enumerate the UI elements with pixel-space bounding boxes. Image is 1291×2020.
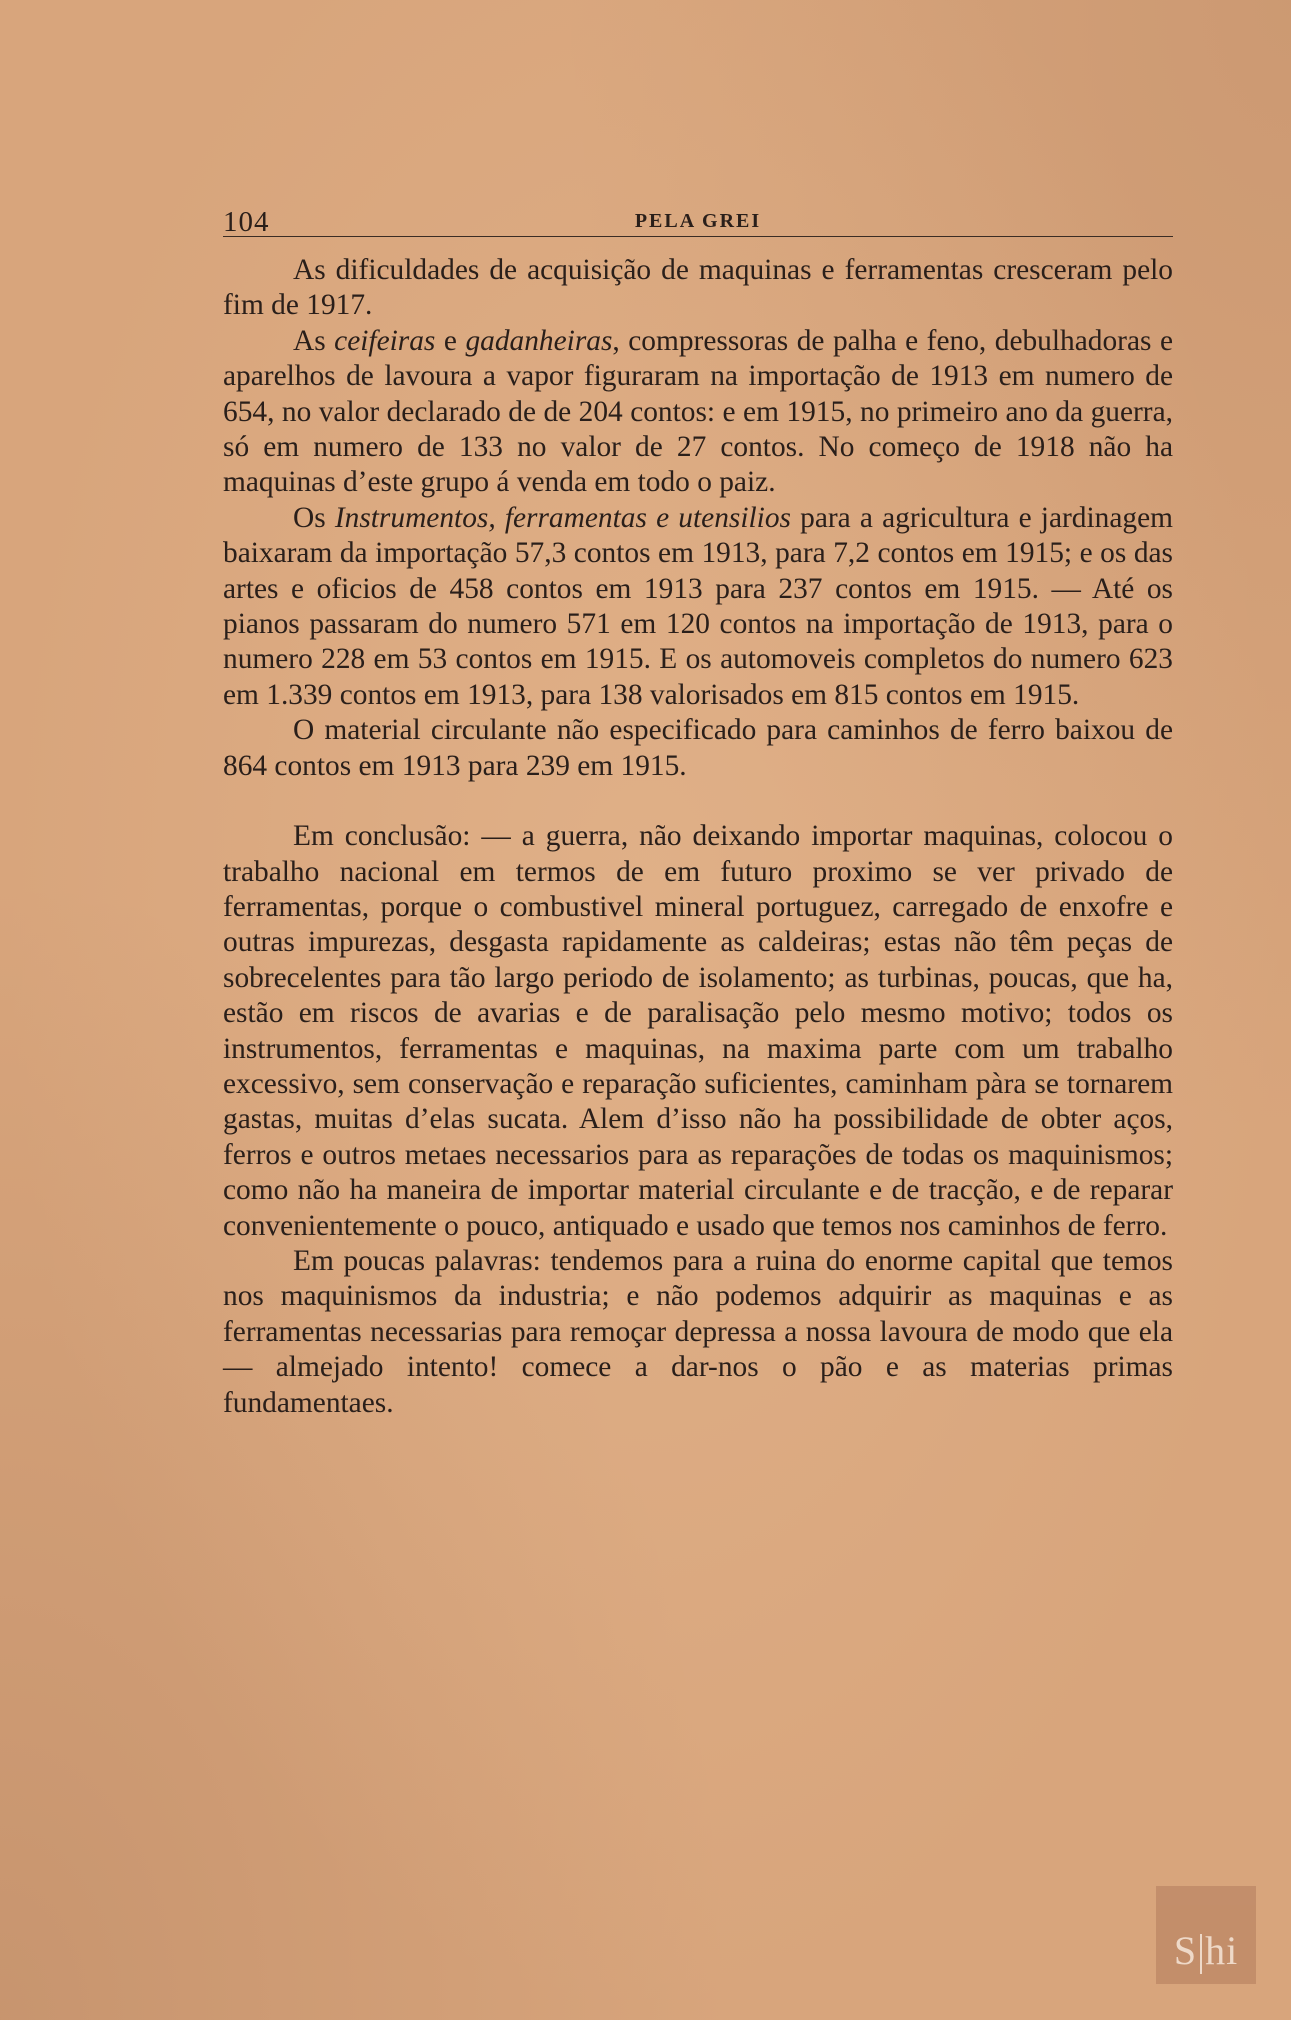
stamp-letters-right: hi	[1205, 1928, 1239, 1973]
text-run: e	[435, 324, 466, 357]
body-text	[223, 253, 1173, 1421]
library-stamp-logo	[1156, 1886, 1256, 1984]
italic-run: gadanheiras	[465, 324, 613, 357]
text-run: para a agricultura e jardinagem baixaram da importação 57,3 contos em 1913, para 7,2 contos em 1915; e os das artes e oficios de 458 contos em 1913 para 237 contos em 1915. — Até os pianos passaram do numero 571 em 120 contos na importação de 1913, para o numero 228 em 53 contos em 1915. E os automoveis completos do numero 623 em 1.339 contos em 1913, para 138 valorisados em 815 contos em 1915.	[223, 501, 1173, 711]
text-run: Em conclusão: — a guerra, não deixando importar maquinas, colocou o trabalho nacional em termos de em futuro proximo se ver privado de ferramentas, porque o combustivel mineral portuguez, carregado de enxofre e outras impurezas, desgasta rapidamente as caldeiras; estas não têm peças de sobrecelentes para tão largo periodo de isolamento; as turbinas, poucas, que ha, estão em riscos de avarias e de paralisação pelo mesmo motivo; todos os instrumentos, ferramentas e maquinas, na maxima parte com um trabalho excessivo, sem conservação e reparação suficientes, caminham pàra se tornarem gastas, muitas d’elas sucata. Alem d’isso não ha possibilidade de obter aços, ferros e outros metaes necessarios para as reparações de todas os maquinismos; como não ha maneira de importar material circulante e de tracção, e de reparar convenientemente o pouco, antiquado e usado que temos nos caminhos de ferro.	[223, 820, 1173, 1242]
running-title: PELA GREI	[634, 210, 762, 232]
italic-run: ceifeiras	[334, 324, 436, 357]
stamp-bar	[1200, 1934, 1202, 1974]
text-run: , compressoras de palha e feno, debulhadoras e aparelhos de lavoura a vapor figuraram na importação de 1913 em numero de 654, no valor declarado de de 204 contos: e em 1915, no primeiro ano da guerra, só em numero de 133 no valor de 27 contos. No começo de 1918 não ha maquinas d’este grupo á venda em todo o paiz.	[223, 324, 1173, 499]
paragraph-4	[223, 713, 1173, 784]
running-head	[223, 200, 1173, 237]
stamp-letter-left: S	[1173, 1928, 1198, 1973]
text-run: Em poucas palavras: tendemos para a ruina do enorme capital que temos nos maquinismos da industria; e não podemos adquirir as maquinas e as ferramentas necessarias para remoçar depressa a nossa lavoura de modo que ela — almejado intento! comece a dar-nos o pão e as materias primas fundamentaes.	[223, 1244, 1173, 1419]
text-run: As dificuldades de acquisição de maquinas e ferramentas cresceram pelo fim de 1917.	[223, 254, 1173, 322]
paragraph-5	[223, 819, 1173, 1244]
italic-run: Instrumentos, ferramentas e utensilios	[334, 501, 791, 534]
text-run: Os	[293, 501, 335, 534]
book-page	[223, 200, 1173, 1421]
text-run: O material circulante não especificado para caminhos de ferro baixou de 864 contos em 1913 para 239 em 1915.	[223, 714, 1173, 782]
paragraph-6	[223, 1244, 1173, 1421]
page-number: 104	[223, 206, 270, 238]
paragraph-2	[223, 324, 1173, 501]
text-run: As	[293, 324, 335, 357]
paragraph-1	[223, 253, 1173, 324]
paragraph-3	[223, 501, 1173, 713]
